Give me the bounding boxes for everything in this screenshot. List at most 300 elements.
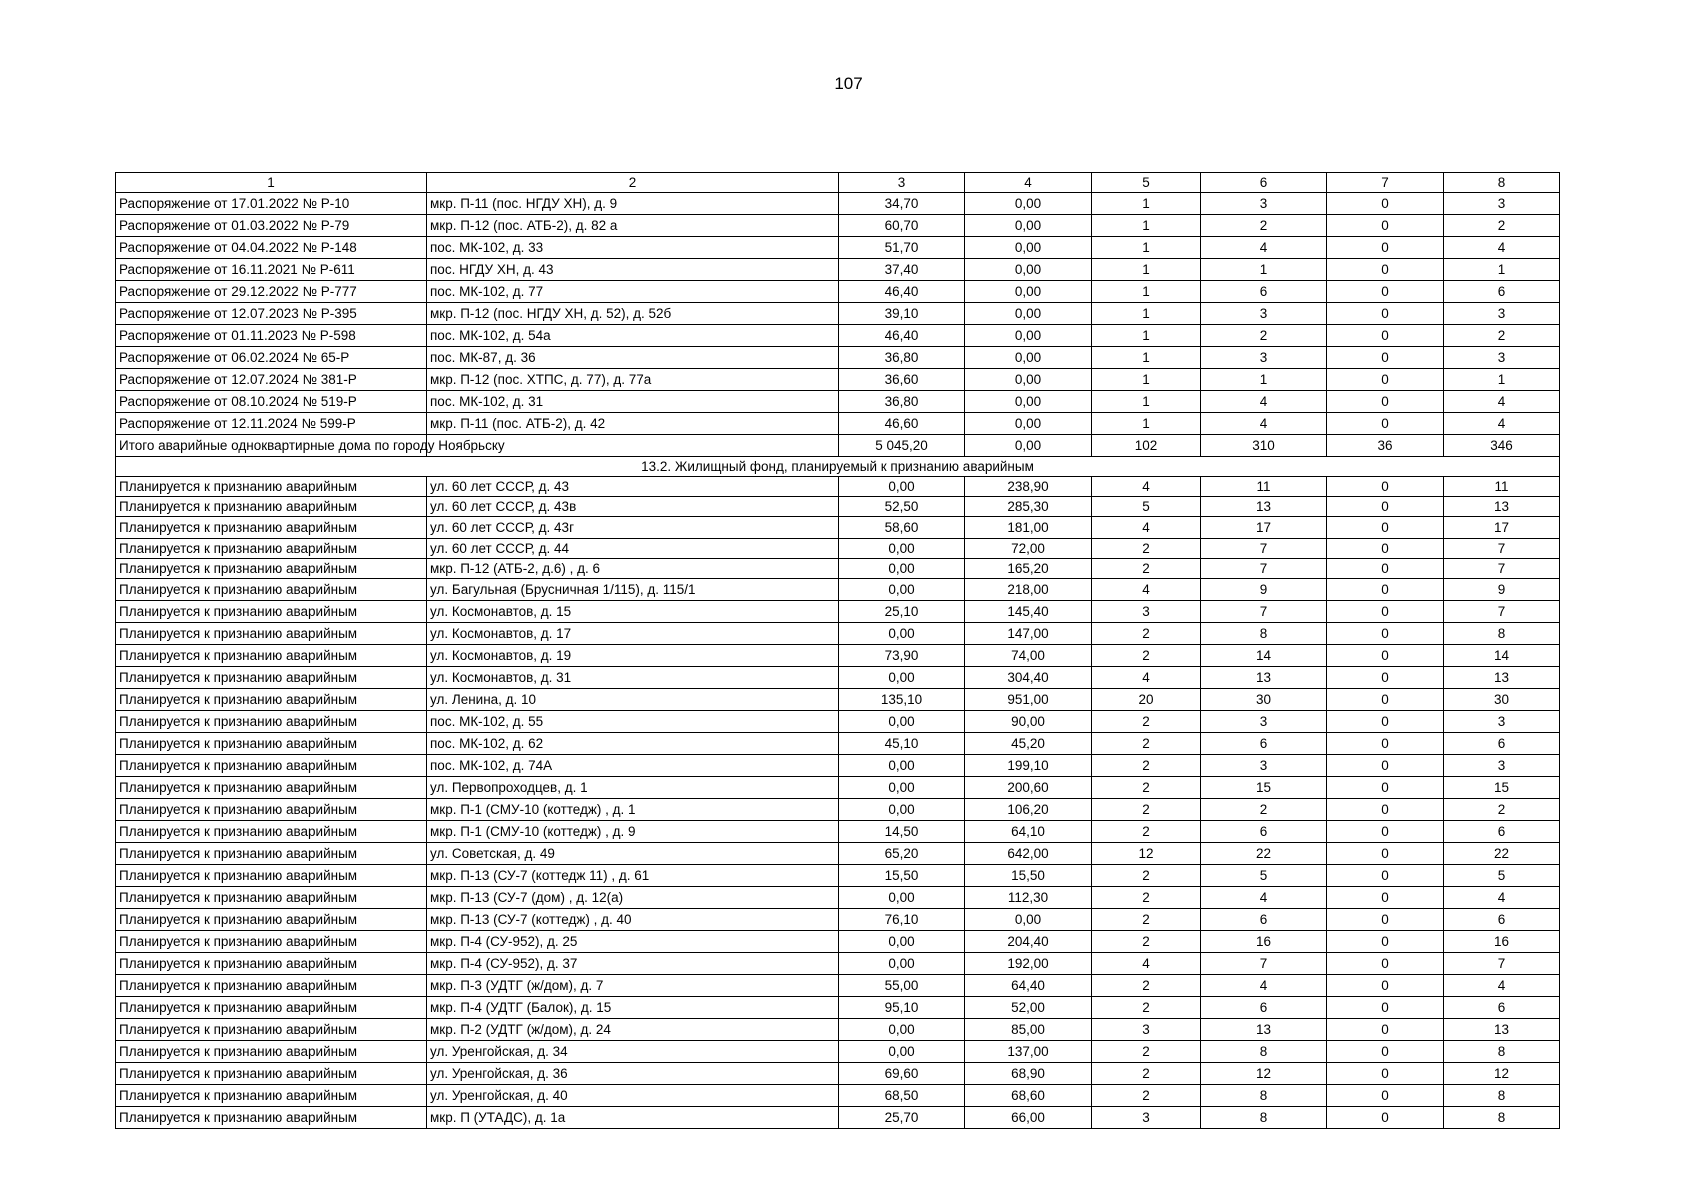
value-cell: 135,10 xyxy=(839,689,965,711)
basis-cell: Планируется к признанию аварийным xyxy=(116,953,427,975)
value-cell: 0,00 xyxy=(839,711,965,733)
value-cell: 7 xyxy=(1201,559,1327,579)
table-row xyxy=(116,1019,1560,1041)
value-cell: 3 xyxy=(1444,193,1560,215)
table-row xyxy=(116,259,1560,281)
table-row xyxy=(116,645,1560,667)
value-cell: 642,00 xyxy=(965,843,1092,865)
value-cell: 8 xyxy=(1201,1085,1327,1107)
table-row xyxy=(116,215,1560,237)
value-cell: 192,00 xyxy=(965,953,1092,975)
value-cell: 64,10 xyxy=(965,821,1092,843)
column-number-header-row xyxy=(116,173,1560,193)
value-cell: 0 xyxy=(1327,711,1444,733)
value-cell: 52,50 xyxy=(839,497,965,517)
page-number: 107 xyxy=(834,74,863,93)
value-cell: 285,30 xyxy=(965,497,1092,517)
value-cell: 137,00 xyxy=(965,1041,1092,1063)
value-cell: 0 xyxy=(1327,579,1444,601)
table-row xyxy=(116,477,1560,497)
value-cell: 7 xyxy=(1201,539,1327,559)
value-cell: 3 xyxy=(1444,303,1560,325)
value-cell: 4 xyxy=(1201,413,1327,435)
value-cell: 4 xyxy=(1201,887,1327,909)
value-cell: 6 xyxy=(1201,821,1327,843)
value-cell: 304,40 xyxy=(965,667,1092,689)
section-title-row xyxy=(116,457,1560,477)
value-cell: 3 xyxy=(1201,755,1327,777)
value-cell: 90,00 xyxy=(965,711,1092,733)
value-cell: 2 xyxy=(1092,909,1201,931)
address-cell: ул. 60 лет СССР, д. 43 xyxy=(427,477,839,497)
value-cell: 3 xyxy=(1201,711,1327,733)
value-cell: 46,40 xyxy=(839,281,965,303)
address-cell: мкр. П-4 (СУ-952), д. 25 xyxy=(427,931,839,953)
value-cell: 36,80 xyxy=(839,391,965,413)
basis-cell: Планируется к признанию аварийным xyxy=(116,711,427,733)
table-row xyxy=(116,865,1560,887)
basis-cell: Планируется к признанию аварийным xyxy=(116,645,427,667)
basis-cell: Распоряжение от 17.01.2022 № Р-10 xyxy=(116,193,427,215)
value-cell: 46,40 xyxy=(839,325,965,347)
basis-cell: Планируется к признанию аварийным xyxy=(116,601,427,623)
value-cell: 0,00 xyxy=(965,909,1092,931)
column-number-header: 8 xyxy=(1444,173,1560,193)
value-cell: 4 xyxy=(1092,953,1201,975)
table-row xyxy=(116,733,1560,755)
value-cell: 0 xyxy=(1327,975,1444,997)
value-cell: 7 xyxy=(1444,539,1560,559)
value-cell: 0 xyxy=(1327,733,1444,755)
value-cell: 37,40 xyxy=(839,259,965,281)
value-cell: 12 xyxy=(1092,843,1201,865)
value-cell: 25,10 xyxy=(839,601,965,623)
table-row xyxy=(116,931,1560,953)
table-row xyxy=(116,997,1560,1019)
value-cell: 68,60 xyxy=(965,1085,1092,1107)
value-cell: 4 xyxy=(1444,391,1560,413)
basis-cell: Планируется к признанию аварийным xyxy=(116,667,427,689)
value-cell: 2 xyxy=(1201,215,1327,237)
value-cell: 3 xyxy=(1444,711,1560,733)
value-cell: 218,00 xyxy=(965,579,1092,601)
value-cell: 0 xyxy=(1327,909,1444,931)
value-cell: 8 xyxy=(1444,623,1560,645)
basis-cell: Планируется к признанию аварийным xyxy=(116,997,427,1019)
value-cell: 0 xyxy=(1327,237,1444,259)
table-row xyxy=(116,517,1560,539)
value-cell: 0,00 xyxy=(839,755,965,777)
value-cell: 17 xyxy=(1201,517,1327,539)
address-cell: мкр. П-13 (СУ-7 (дом) , д. 12(а) xyxy=(427,887,839,909)
table-row xyxy=(116,413,1560,435)
value-cell: 13 xyxy=(1444,497,1560,517)
table-row xyxy=(116,1063,1560,1085)
value-cell: 8 xyxy=(1201,623,1327,645)
address-cell: пос. МК-102, д. 62 xyxy=(427,733,839,755)
value-cell: 145,40 xyxy=(965,601,1092,623)
value-cell: 181,00 xyxy=(965,517,1092,539)
value-cell: 66,00 xyxy=(965,1107,1092,1129)
value-cell: 3 xyxy=(1092,1107,1201,1129)
address-cell: ул. Первопроходцев, д. 1 xyxy=(427,777,839,799)
value-cell: 72,00 xyxy=(965,539,1092,559)
value-cell: 0 xyxy=(1327,931,1444,953)
value-cell: 5 xyxy=(1201,865,1327,887)
value-cell: 6 xyxy=(1444,909,1560,931)
value-cell: 2 xyxy=(1092,865,1201,887)
value-cell: 16 xyxy=(1444,931,1560,953)
basis-cell: Планируется к признанию аварийным xyxy=(116,689,427,711)
address-cell: ул. Космонавтов, д. 17 xyxy=(427,623,839,645)
value-cell: 0,00 xyxy=(839,887,965,909)
value-cell: 0 xyxy=(1327,887,1444,909)
basis-cell: Планируется к признанию аварийным xyxy=(116,975,427,997)
value-cell: 64,40 xyxy=(965,975,1092,997)
housing-table xyxy=(115,172,1560,1129)
value-cell: 52,00 xyxy=(965,997,1092,1019)
table-row xyxy=(116,1107,1560,1129)
address-cell: ул. Советская, д. 49 xyxy=(427,843,839,865)
value-cell: 1 xyxy=(1092,369,1201,391)
table-row xyxy=(116,539,1560,559)
table-row xyxy=(116,559,1560,579)
section-title: 13.2. Жилищный фонд, планируемый к признанию аварийным xyxy=(116,457,1560,477)
value-cell: 60,70 xyxy=(839,215,965,237)
basis-cell: Планируется к признанию аварийным xyxy=(116,497,427,517)
value-cell: 2 xyxy=(1092,559,1201,579)
value-cell: 14,50 xyxy=(839,821,965,843)
value-cell: 0,00 xyxy=(965,347,1092,369)
value-cell: 3 xyxy=(1092,601,1201,623)
value-cell: 147,00 xyxy=(965,623,1092,645)
value-cell: 8 xyxy=(1444,1041,1560,1063)
table-row xyxy=(116,1085,1560,1107)
basis-cell: Распоряжение от 12.11.2024 № 599-Р xyxy=(116,413,427,435)
value-cell: 20 xyxy=(1092,689,1201,711)
value-cell: 2 xyxy=(1092,645,1201,667)
table-row xyxy=(116,601,1560,623)
value-cell: 2 xyxy=(1092,623,1201,645)
basis-cell: Распоряжение от 12.07.2024 № 381-Р xyxy=(116,369,427,391)
value-cell: 51,70 xyxy=(839,237,965,259)
value-cell: 1 xyxy=(1092,303,1201,325)
table-row xyxy=(116,369,1560,391)
address-cell: пос. МК-102, д. 77 xyxy=(427,281,839,303)
value-cell: 76,10 xyxy=(839,909,965,931)
value-cell: 8 xyxy=(1201,1107,1327,1129)
value-cell: 4 xyxy=(1092,579,1201,601)
value-cell: 0,00 xyxy=(839,777,965,799)
value-cell: 3 xyxy=(1092,1019,1201,1041)
value-cell: 4 xyxy=(1201,391,1327,413)
table-row xyxy=(116,497,1560,517)
value-cell: 0,00 xyxy=(965,391,1092,413)
value-cell: 4 xyxy=(1444,413,1560,435)
table-row xyxy=(116,711,1560,733)
column-number-header: 6 xyxy=(1201,173,1327,193)
value-cell: 2 xyxy=(1092,887,1201,909)
value-cell: 2 xyxy=(1092,755,1201,777)
value-cell: 0 xyxy=(1327,539,1444,559)
value-cell: 2 xyxy=(1092,539,1201,559)
value-cell: 1 xyxy=(1092,413,1201,435)
value-cell: 0,00 xyxy=(965,259,1092,281)
basis-cell: Распоряжение от 04.04.2022 № Р-148 xyxy=(116,237,427,259)
column-number-header: 5 xyxy=(1092,173,1201,193)
value-cell: 85,00 xyxy=(965,1019,1092,1041)
value-cell: 15 xyxy=(1444,777,1560,799)
value-cell: 5 xyxy=(1092,497,1201,517)
basis-cell: Планируется к признанию аварийным xyxy=(116,539,427,559)
value-cell: 0,00 xyxy=(839,539,965,559)
value-cell: 36,80 xyxy=(839,347,965,369)
value-cell: 0 xyxy=(1327,497,1444,517)
value-cell: 199,10 xyxy=(965,755,1092,777)
value-cell: 0 xyxy=(1327,413,1444,435)
value-cell: 4 xyxy=(1444,887,1560,909)
value-cell: 0 xyxy=(1327,1107,1444,1129)
value-cell: 0,00 xyxy=(965,325,1092,347)
basis-cell: Планируется к признанию аварийным xyxy=(116,477,427,497)
basis-cell: Планируется к признанию аварийным xyxy=(116,799,427,821)
basis-cell: Планируется к признанию аварийным xyxy=(116,1019,427,1041)
address-cell: мкр. П-12 (пос. ХТПС, д. 77), д. 77а xyxy=(427,369,839,391)
basis-cell: Планируется к признанию аварийным xyxy=(116,777,427,799)
address-cell: ул. Уренгойская, д. 40 xyxy=(427,1085,839,1107)
basis-cell: Планируется к признанию аварийным xyxy=(116,733,427,755)
value-cell: 2 xyxy=(1444,215,1560,237)
value-cell: 3 xyxy=(1444,347,1560,369)
table-row xyxy=(116,347,1560,369)
value-cell: 0,00 xyxy=(965,215,1092,237)
value-cell: 16 xyxy=(1201,931,1327,953)
value-cell: 0 xyxy=(1327,667,1444,689)
value-cell: 4 xyxy=(1092,477,1201,497)
table-row xyxy=(116,281,1560,303)
table-body xyxy=(116,173,1560,1129)
value-cell: 14 xyxy=(1444,645,1560,667)
value-cell: 0 xyxy=(1327,369,1444,391)
value-cell: 65,20 xyxy=(839,843,965,865)
value-cell: 2 xyxy=(1092,975,1201,997)
value-cell: 6 xyxy=(1201,733,1327,755)
value-cell: 45,10 xyxy=(839,733,965,755)
value-cell: 15,50 xyxy=(965,865,1092,887)
address-cell: мкр. П-12 (пос. АТБ-2), д. 82 а xyxy=(427,215,839,237)
column-number-header: 4 xyxy=(965,173,1092,193)
value-cell: 0,00 xyxy=(839,799,965,821)
value-cell: 17 xyxy=(1444,517,1560,539)
value-cell: 165,20 xyxy=(965,559,1092,579)
table-row xyxy=(116,193,1560,215)
value-cell: 0 xyxy=(1327,799,1444,821)
address-cell: ул. Уренгойская, д. 36 xyxy=(427,1063,839,1085)
table-row xyxy=(116,391,1560,413)
value-cell: 1 xyxy=(1092,215,1201,237)
value-cell: 7 xyxy=(1444,601,1560,623)
value-cell: 0,00 xyxy=(965,369,1092,391)
table-row xyxy=(116,755,1560,777)
total-value-cell: 346 xyxy=(1444,435,1560,457)
value-cell: 7 xyxy=(1201,953,1327,975)
total-value-cell: 0,00 xyxy=(965,435,1092,457)
address-cell: ул. 60 лет СССР, д. 43в xyxy=(427,497,839,517)
address-cell: мкр. П-13 (СУ-7 (коттедж 11) , д. 61 xyxy=(427,865,839,887)
value-cell: 2 xyxy=(1092,1041,1201,1063)
value-cell: 1 xyxy=(1092,391,1201,413)
basis-cell: Планируется к признанию аварийным xyxy=(116,1085,427,1107)
value-cell: 8 xyxy=(1444,1107,1560,1129)
value-cell: 0 xyxy=(1327,325,1444,347)
table-row xyxy=(116,777,1560,799)
value-cell: 0 xyxy=(1327,1063,1444,1085)
total-label: Итого аварийные одноквартирные дома по городу Ноябрьску xyxy=(119,438,505,453)
value-cell: 3 xyxy=(1201,347,1327,369)
address-cell: мкр. П-1 (СМУ-10 (коттедж) , д. 1 xyxy=(427,799,839,821)
value-cell: 8 xyxy=(1444,1085,1560,1107)
value-cell: 0,00 xyxy=(839,477,965,497)
value-cell: 0 xyxy=(1327,259,1444,281)
value-cell: 0 xyxy=(1327,303,1444,325)
value-cell: 0,00 xyxy=(839,931,965,953)
value-cell: 1 xyxy=(1444,369,1560,391)
address-cell: мкр. П-2 (УДТГ (ж/дом), д. 24 xyxy=(427,1019,839,1041)
address-cell: ул. Ленина, д. 10 xyxy=(427,689,839,711)
value-cell: 2 xyxy=(1092,799,1201,821)
value-cell: 0,00 xyxy=(965,237,1092,259)
total-value-cell: 310 xyxy=(1201,435,1327,457)
value-cell: 15 xyxy=(1201,777,1327,799)
value-cell: 4 xyxy=(1092,517,1201,539)
value-cell: 13 xyxy=(1444,1019,1560,1041)
value-cell: 951,00 xyxy=(965,689,1092,711)
address-cell: ул. 60 лет СССР, д. 43г xyxy=(427,517,839,539)
address-cell: пос. НГДУ ХН, д. 43 xyxy=(427,259,839,281)
basis-cell: Планируется к признанию аварийным xyxy=(116,623,427,645)
total-value-cell: 5 045,20 xyxy=(839,435,965,457)
value-cell: 9 xyxy=(1201,579,1327,601)
value-cell: 5 xyxy=(1444,865,1560,887)
value-cell: 4 xyxy=(1444,975,1560,997)
value-cell: 0 xyxy=(1327,865,1444,887)
table-row xyxy=(116,953,1560,975)
address-cell: пос. МК-87, д. 36 xyxy=(427,347,839,369)
value-cell: 0 xyxy=(1327,1019,1444,1041)
value-cell: 200,60 xyxy=(965,777,1092,799)
value-cell: 1 xyxy=(1201,259,1327,281)
basis-cell: Планируется к признанию аварийным xyxy=(116,517,427,539)
address-cell: ул. Багульная (Брусничная 1/115), д. 115/1 xyxy=(427,579,839,601)
address-cell: мкр. П-3 (УДТГ (ж/дом), д. 7 xyxy=(427,975,839,997)
address-cell: мкр. П-4 (СУ-952), д. 37 xyxy=(427,953,839,975)
value-cell: 11 xyxy=(1201,477,1327,497)
value-cell: 0,00 xyxy=(839,559,965,579)
table-row xyxy=(116,325,1560,347)
table-row xyxy=(116,623,1560,645)
address-cell: ул. 60 лет СССР, д. 44 xyxy=(427,539,839,559)
address-cell: мкр. П-11 (пос. НГДУ ХН), д. 9 xyxy=(427,193,839,215)
value-cell: 8 xyxy=(1201,1041,1327,1063)
basis-cell: Планируется к признанию аварийным xyxy=(116,559,427,579)
value-cell: 0,00 xyxy=(965,413,1092,435)
value-cell: 13 xyxy=(1201,497,1327,517)
value-cell: 13 xyxy=(1444,667,1560,689)
value-cell: 22 xyxy=(1444,843,1560,865)
value-cell: 0 xyxy=(1327,281,1444,303)
value-cell: 0,00 xyxy=(839,1019,965,1041)
value-cell: 11 xyxy=(1444,477,1560,497)
address-cell: мкр. П-4 (УДТГ (Балок), д. 15 xyxy=(427,997,839,1019)
value-cell: 1 xyxy=(1092,193,1201,215)
value-cell: 14 xyxy=(1201,645,1327,667)
value-cell: 0 xyxy=(1327,777,1444,799)
basis-cell: Планируется к признанию аварийным xyxy=(116,887,427,909)
value-cell: 2 xyxy=(1092,1085,1201,1107)
basis-cell: Распоряжение от 01.03.2022 № Р-79 xyxy=(116,215,427,237)
value-cell: 45,20 xyxy=(965,733,1092,755)
value-cell: 0 xyxy=(1327,997,1444,1019)
value-cell: 2 xyxy=(1092,711,1201,733)
value-cell: 3 xyxy=(1201,303,1327,325)
table-row xyxy=(116,303,1560,325)
basis-cell: Распоряжение от 08.10.2024 № 519-Р xyxy=(116,391,427,413)
column-number-header: 2 xyxy=(427,173,839,193)
value-cell: 2 xyxy=(1092,777,1201,799)
value-cell: 204,40 xyxy=(965,931,1092,953)
value-cell: 0 xyxy=(1327,689,1444,711)
value-cell: 12 xyxy=(1201,1063,1327,1085)
value-cell: 0,00 xyxy=(965,193,1092,215)
value-cell: 1 xyxy=(1092,281,1201,303)
basis-cell: Планируется к признанию аварийным xyxy=(116,1107,427,1129)
table-row xyxy=(116,689,1560,711)
value-cell: 106,20 xyxy=(965,799,1092,821)
value-cell: 0 xyxy=(1327,517,1444,539)
value-cell: 0 xyxy=(1327,193,1444,215)
value-cell: 12 xyxy=(1444,1063,1560,1085)
address-cell: мкр. П-12 (АТБ-2, д.6) , д. 6 xyxy=(427,559,839,579)
value-cell: 2 xyxy=(1201,799,1327,821)
address-cell: мкр. П (УТАДС), д. 1а xyxy=(427,1107,839,1129)
value-cell: 1 xyxy=(1092,237,1201,259)
value-cell: 2 xyxy=(1092,931,1201,953)
basis-cell: Распоряжение от 16.11.2021 № Р-611 xyxy=(116,259,427,281)
column-number-header: 1 xyxy=(116,173,427,193)
value-cell: 22 xyxy=(1201,843,1327,865)
address-cell: мкр. П-13 (СУ-7 (коттедж) , д. 40 xyxy=(427,909,839,931)
value-cell: 25,70 xyxy=(839,1107,965,1129)
value-cell: 13 xyxy=(1201,667,1327,689)
total-value-cell: 102 xyxy=(1092,435,1201,457)
basis-cell: Планируется к признанию аварийным xyxy=(116,843,427,865)
value-cell: 0,00 xyxy=(839,579,965,601)
value-cell: 68,90 xyxy=(965,1063,1092,1085)
address-cell: ул. Космонавтов, д. 31 xyxy=(427,667,839,689)
value-cell: 68,50 xyxy=(839,1085,965,1107)
basis-cell: Планируется к признанию аварийным xyxy=(116,1041,427,1063)
total-label-cell xyxy=(116,435,505,457)
value-cell: 73,90 xyxy=(839,645,965,667)
value-cell: 0,00 xyxy=(965,281,1092,303)
basis-cell: Планируется к признанию аварийным xyxy=(116,1063,427,1085)
value-cell: 2 xyxy=(1444,325,1560,347)
value-cell: 0 xyxy=(1327,1041,1444,1063)
value-cell: 55,00 xyxy=(839,975,965,997)
basis-cell: Планируется к признанию аварийным xyxy=(116,931,427,953)
basis-cell: Планируется к признанию аварийным xyxy=(116,909,427,931)
value-cell: 6 xyxy=(1201,281,1327,303)
